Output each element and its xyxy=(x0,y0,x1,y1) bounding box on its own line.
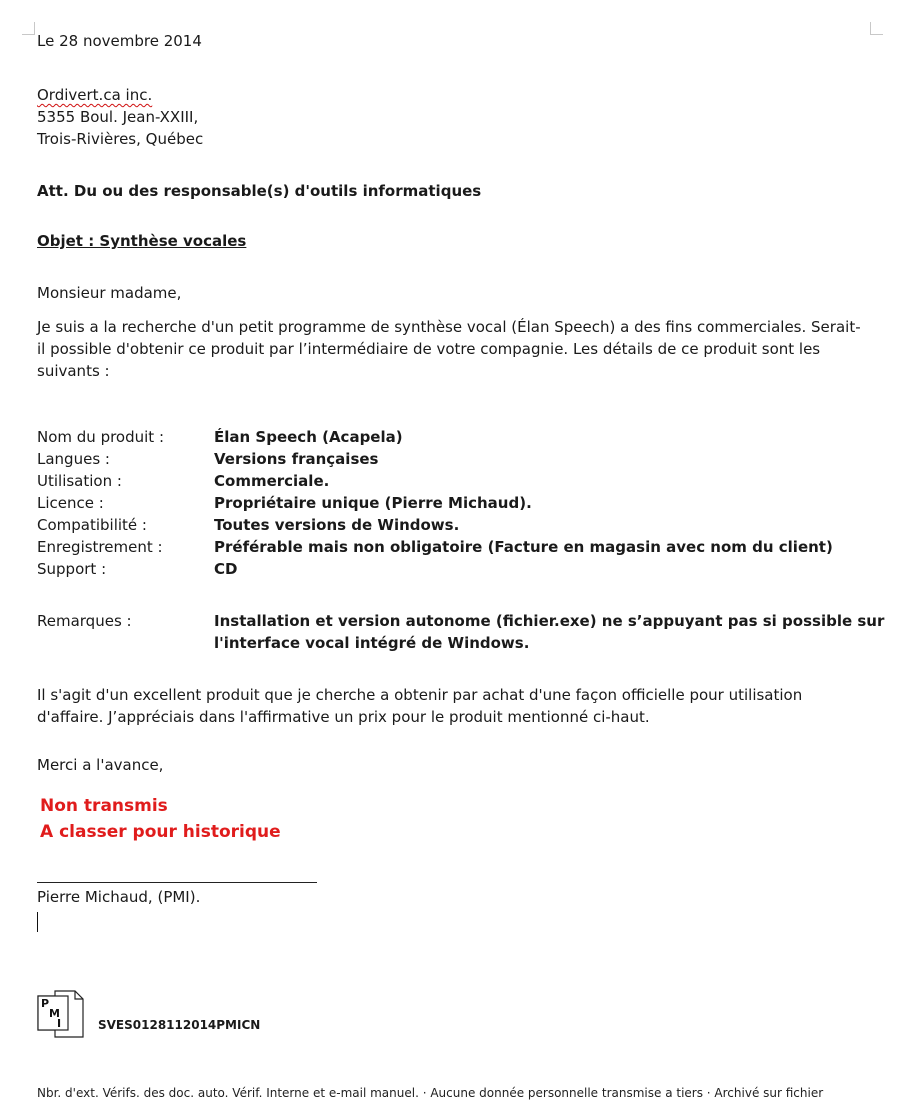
detail-label: Utilisation : xyxy=(37,472,122,490)
svg-text:M: M xyxy=(49,1007,60,1020)
detail-label: Compatibilité : xyxy=(37,516,147,534)
detail-value: Commerciale. xyxy=(214,472,330,490)
svg-text:P: P xyxy=(41,997,50,1010)
detail-value: Toutes versions de Windows. xyxy=(214,516,460,534)
attention-line: Att. Du ou des responsable(s) d'outils informatiques xyxy=(37,182,482,200)
closing-paragraph: Il s'agit d'un excellent produit que je cherche a obtenir par achat d'une façon officielle pour utilisation d'affaire. J’appréciais dans l'affirmative un prix pour le produit mentionné ci-haut. xyxy=(37,686,803,726)
detail-value: CD xyxy=(214,560,238,578)
svg-text:I: I xyxy=(57,1017,62,1030)
detail-label: Support : xyxy=(37,560,107,578)
signature-line xyxy=(37,882,317,883)
intro-paragraph: Je suis a la recherche d'un petit programme de synthèse vocal (Élan Speech) a des fins commerciales. Serait-il possible d'obtenir ce produit par l’intermédiaire de votre compagnie. Les détails de ce produit sont les suivants : xyxy=(37,318,861,380)
stamp-line-1: Non transmis xyxy=(40,796,168,816)
address-city: Trois-Rivières, Québec xyxy=(37,130,204,148)
remarks-line-2: l'interface vocal intégré de Windows. xyxy=(214,634,530,652)
detail-value: Préférable mais non obligatoire (Facture en magasin avec nom du client) xyxy=(214,538,833,556)
detail-value: Propriétaire unique (Pierre Michaud). xyxy=(214,494,532,512)
stamp-line-2: A classer pour historique xyxy=(40,822,281,842)
signature-name: Pierre Michaud, (PMI). xyxy=(37,888,201,906)
remarks-label: Remarques : xyxy=(37,612,132,630)
remarks-line-1: Installation et version autonome (fichier.exe) ne s’appuyant pas si possible sur xyxy=(214,612,885,630)
crop-mark-top-left xyxy=(22,22,35,35)
detail-label: Langues : xyxy=(37,450,110,468)
footer-note: Nbr. d'ext. Vérifs. des doc. auto. Vérif. Interne et e-mail manuel. · Aucune donnée personnelle transmise a tiers · Archivé sur fichier xyxy=(37,1086,824,1100)
pmi-logo-icon xyxy=(37,990,85,1038)
detail-label: Licence : xyxy=(37,494,104,512)
subject-line: Objet : Synthèse vocales xyxy=(37,232,247,250)
detail-value: Versions françaises xyxy=(214,450,379,468)
crop-mark-top-right xyxy=(870,22,883,35)
letter-date: Le 28 novembre 2014 xyxy=(37,32,202,50)
text-cursor xyxy=(37,912,38,932)
address-street: 5355 Boul. Jean-XXIII, xyxy=(37,108,199,126)
reference-code: SVES0128112014PMICN xyxy=(98,1018,261,1032)
address-company: Ordivert.ca inc. xyxy=(37,86,153,104)
detail-value: Élan Speech (Acapela) xyxy=(214,428,403,446)
detail-label: Enregistrement : xyxy=(37,538,163,556)
salutation: Monsieur madame, xyxy=(37,284,182,302)
thanks-line: Merci a l'avance, xyxy=(37,756,164,774)
detail-label: Nom du produit : xyxy=(37,428,165,446)
